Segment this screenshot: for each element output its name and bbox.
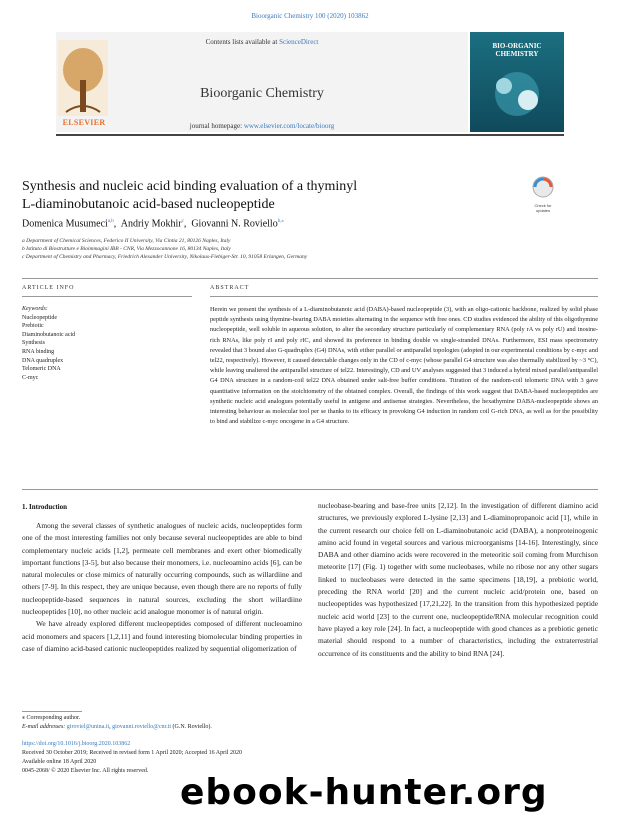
received-dates: Received 30 October 2019; Received in revised form 1 April 2020; Accepted 16 April 2020: [22, 750, 242, 756]
email-label: E-mail addresses:: [22, 724, 67, 730]
doi-anchor[interactable]: https://doi.org/10.1016/j.bioorg.2020.103862: [22, 741, 131, 747]
author-3[interactable]: Giovanni N. Roviello: [191, 218, 278, 230]
available-online: Available online 18 April 2020: [22, 759, 97, 765]
email-link-1[interactable]: giroviel@unina.it: [66, 724, 110, 730]
homepage-line: [56, 122, 468, 130]
paragraph: We have already explored different nucleopeptides composed of different nucleoamino acid monomers and spacers [1,2,11] and found interesting biomolecular binding properties in case of diamino acid-based cationic nucleopeptides realized by sequential oligomerization of: [22, 619, 302, 653]
keyword: DNA quadruplex: [22, 357, 64, 364]
affiliation-c: c Department of Chemistry and Pharmacy, Friedrich Alexander University, Nikolaus-Fiebiger-Str. 10, 91058 Erlangen, Germany: [22, 254, 308, 260]
publisher-name: ELSEVIER: [62, 118, 106, 127]
keyword: Diaminobutanoic acid: [22, 331, 76, 338]
check-updates-label: Check for updates: [534, 203, 552, 213]
contents-prefix: Contents lists available at: [205, 38, 280, 46]
divider: [210, 296, 598, 297]
body-left-column: [22, 520, 302, 655]
author-3-sup: b,⁎: [277, 219, 284, 224]
title-line-2: L-diaminobutanoic acid-based nucleopeptide: [22, 197, 275, 212]
paragraph: Among the several classes of synthetic analogues of nucleic acids, nucleopeptides form one of the most interesting families not only because several nucleopeptides are able to bind complementary nucleic acids [1,2], permeate cell membranes and exert other biomedically important functions [3-5], but also because their monomers, i.e. nucleoamino acids [6], can be natural molecules or close mimics of naturally occurring compounds, such as willardiine and others [7-9]. In this respect, they are unique because, even though there are no reports of fully nucleopeptide-based sequences in natural sources, excluding the short willardiine nucleopeptides [10], no other nucleic acid analogue monomer is of natural origin.: [22, 521, 302, 617]
keyword: Synthesis: [22, 340, 46, 347]
divider: [22, 489, 598, 490]
abstract-heading: ABSTRACT: [210, 285, 250, 291]
sciencedirect-link[interactable]: ScienceDirect: [279, 38, 319, 46]
cover-molecule-graphic: [484, 66, 550, 122]
paragraph: nucleobase-bearing and base-free units [2,12]. In the investigation of different diamino acid structures, we previously explored L-lysine [2,13] and L-diaminopropanoic acid [1], while in the current research our choice fell on L-diaminobutanoic acid (DABA), a nonproteinogenic amino acid found in vegetal sources and various microorganisms [14-16]. Interestingly, since DABA and other diamino acids were recovered in the meteoritic soil coming from Murchison meteorite [17] (Fig. 1) together with some nucleobases, while no ribose nor any other sugars linked to nucleobases were detected in the same specimens [18,19], a prebiotic world, preceding the RNA world [20] and the current nucleic acid/protein one, based on nucleopeptides was hypothesized [17,21,22]. In the transition from this hypothesized peptide nucleic acid world [23] to the current one, nucleopeptide/RNA molecular recognition could have played a key role [24]. In fact, a nucleopeptide with good chances as a prebiotic genetic material should respond to a number of characteristics, including the extraterrestrial occurrence of its constituents and the ability to bind RNA [24].: [318, 501, 598, 658]
corresponding-author-note: ⁎ Corresponding author.: [22, 715, 81, 721]
title-line-1: Synthesis and nucleic acid binding evaluation of a thyminyl: [22, 179, 358, 194]
homepage-link[interactable]: www.elsevier.com/locate/bioorg: [243, 122, 335, 130]
affiliation-b: b Istituto di Biostrutture e Bioimmagini IBB - CNR, Via Mezzocannone 16, 80134 Naples, Italy: [22, 246, 231, 252]
article-info-heading: ARTICLE INFO: [22, 285, 75, 291]
footnote-divider: [22, 711, 82, 712]
email-separator: ,: [109, 724, 113, 730]
author-2[interactable]: Andriy Mokhir: [120, 218, 182, 230]
keyword: C-myc: [22, 374, 39, 381]
homepage-prefix: journal homepage:: [189, 122, 244, 130]
journal-header-box: [56, 32, 468, 132]
copyright: 0045-2068/ © 2020 Elsevier Inc. All rights reserved.: [22, 768, 149, 774]
email-link-2[interactable]: giovanni.roviello@cnr.it: [112, 724, 171, 730]
journal-cover-image: [470, 32, 564, 132]
cover-title: BIO-ORGANIC CHEMISTRY: [492, 42, 542, 58]
journal-reference[interactable]: Bioorganic Chemistry 100 (2020) 103862: [251, 12, 369, 20]
author-1[interactable]: Domenica Musumeci: [22, 218, 108, 230]
email-addresses: [22, 723, 212, 732]
header-rule: [56, 134, 564, 136]
section-heading-introduction: 1. Introduction: [22, 503, 67, 511]
author-2-sup: c: [181, 219, 184, 224]
journal-name: Bioorganic Chemistry: [200, 86, 324, 101]
keyword: RNA binding: [22, 348, 55, 355]
elsevier-tree-logo: [58, 40, 108, 124]
watermark-text: ebook-hunter.org: [180, 772, 548, 813]
contents-line: [56, 38, 468, 46]
article-title: [22, 178, 462, 214]
divider: [22, 296, 192, 297]
author-list: Domenica Musumeci$^{a,b}$, Andriy Mokhir$^c$, Giovanni N. Roviello$^{b,⁎}$: [22, 218, 284, 230]
body-right-column: [318, 500, 598, 660]
check-for-updates-badge[interactable]: [530, 176, 556, 213]
keyword: Nucleopeptide: [22, 314, 57, 321]
keyword: Telomeric DNA: [22, 366, 61, 373]
keywords-block: [22, 305, 192, 382]
author-1-sup: a,b: [107, 219, 114, 224]
email-suffix: (G.N. Roviello).: [171, 724, 212, 730]
abstract-text: Herein we present the synthesis of a L-diaminobutanoic acid (DABA)-based nucleopeptide (3), with an oligo-cationic backbone, realized by solid phase peptide synthesis using thymine-bearing DABA moieties alternating in the sequence with free ones. CD studies evidenced the ability of this oligothymine nucleopeptide, well soluble in aqueous solution, to alter the secondary structure particularly of complementary RNA (poly rA vs poly rU) and inosine-rich RNAs, like poly rI and poly rIC, and showed its preference in binding double vs single-stranded DNAs. Furthermore, ESI mass spectrometry revealed that 3 bound also G-quadruplex (G4) DNAs, with either parallel or antiparallel topologies (adopted in our experimental conditions by c-myc and tel22, respectively). However, it caused detectable changes only in the CD of c-myc (whose parallel G4 structure was also thermally stabilized by ~3 °C), while leaving unaltered the antiparallel structure of tel22. Interestingly, CD and UV analyses suggested that 3 induced a hybrid mixed parallel/antiparallel G4 DNA structure in a random-coil tel22 DNA obtained under salt-free buffer conditions. Titration of the random-coil telomeric DNA with 3 gave quantitative information on the stoichiometry of the obtained complex. Overall, the findings of this work suggest that DABA-based nucleopeptides are synthetic nucleic acid analogues potentially useful in antigene and antisense strategies. Nevertheless, the hexathymine DABA-nucleopeptide shows an interesting behaviour as molecular tool per se thanks to its efficacy in provoking G4 induction in random coil G-rich DNA, as well as for the possibility to bind and stabilize c-myc oncogene in a G4 structure.: [210, 306, 598, 426]
keywords-label: Keywords:: [22, 306, 48, 312]
affiliation-a: a Department of Chemical Sciences, Federico II University, Via Cintia 21, 80126 Naples, Italy: [22, 238, 231, 244]
doi-link[interactable]: [22, 740, 130, 749]
keyword: Prebiotic: [22, 323, 44, 330]
check-updates-icon: [530, 176, 556, 198]
divider: [22, 278, 598, 279]
